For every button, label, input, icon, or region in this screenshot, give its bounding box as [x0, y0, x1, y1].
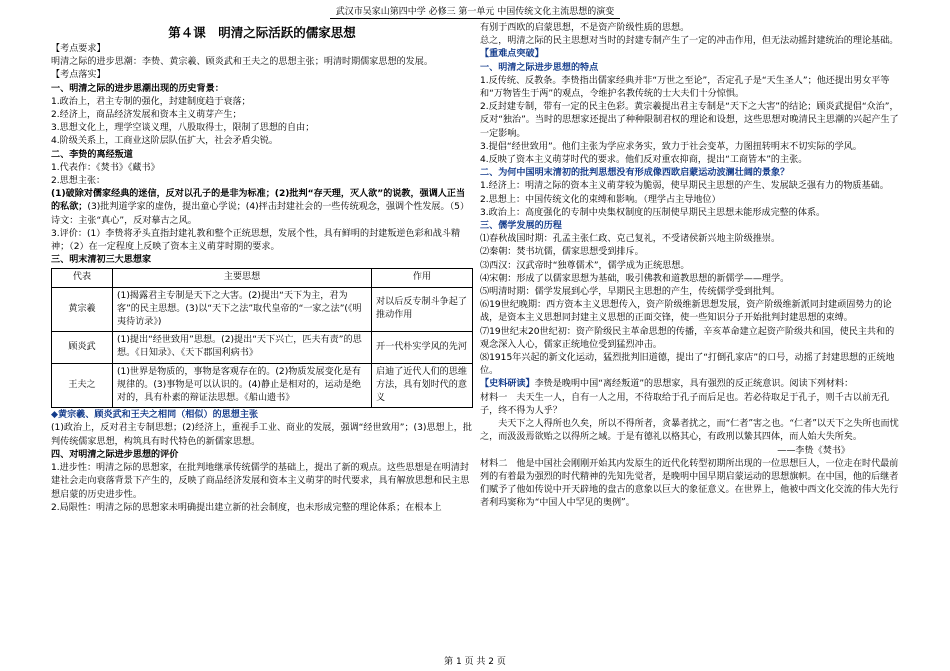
thinkers-table [51, 268, 473, 408]
section-4-limitation: 2.局限性：明清之际的思想家未明确提出建立新的社会制度，也未形成完整的理论体系；在根本上 [51, 502, 442, 513]
section-2-works: 1.代表作：《焚书》《藏书》 [51, 162, 160, 173]
section-4-title: 四、对明清之际进步思想的评价 [51, 449, 179, 460]
table-header-cell: 主要思想 [113, 269, 372, 287]
r-section-2-item: 2.思想上：中国传统文化的束缚和影响。（理学占主导地位） [480, 194, 721, 205]
section-3-title: 三、明末清初三大思想家 [51, 255, 152, 266]
r-section-3-item: ⑴春秋战国时期：孔孟主张仁政、克己复礼，不受诸侯新兴地主阶级推崇。 [480, 234, 781, 245]
table-cell-thought: (1)揭露君主专制是天下之大害。(2)提出“天下为主，君为客”的民主思想。(3)以“天下之法”取代皇帝的“一家之法”(《明夷待访录》) [113, 287, 372, 332]
r-section-1-item: 2.反封建专制，带有一定的民主色彩。黄宗羲提出君主专制是“天下之大害”的结论；顾炎武提倡“众治”，反对“独治”。当时的思想家还提出了种种限制君权的理论和设想，这些思想对晚清民主思潮的兴起产生了一定影响。 [480, 102, 899, 139]
table-header-cell: 作用 [372, 269, 473, 287]
r-section-3-item: ⑷宋朝：形成了以儒家思想为基础，吸引佛教和道教思想的新儒学——理学。 [480, 273, 790, 284]
table-cell-effect: 开一代朴实学风的先河 [372, 332, 473, 363]
table-cell-effect: 对以后反专制斗争起了推动作用 [372, 287, 473, 332]
r-section-3-item: ⑸明清时期：儒学发展到心学，早期民主思想的产生，传统儒学受到批判。 [480, 287, 781, 298]
r-section-2-item: 3.政治上：高度强化的专制中央集权制度的压制使早期民主思想未能形成完整的体系。 [480, 207, 826, 218]
section-2-evaluation: 3.评价：(1）李贽将矛头直指封建礼教和整个正统思想，发展个性，具有鲜明的封建叛逆色彩和战斗精神；（2）在一定程度上反映了资本主义萌芽时期的要求。 [51, 228, 461, 253]
material-2-text: 他是中国社会刚刚开始其内发原生的近代化转型初期所出现的一位思想巨人，一位走在时代最前列的有着最为强烈的时代精神的先知先觉者，是晚明中国早期启蒙运动的思想旗帜。在中国，他的后继者们赋予了他如传说中开天辟地的盘古的意象以巨大的象征意义。在世界上，他被中西文化交流的伟大先行者利玛窦称为“中国人中罕见的奥例”。 [480, 458, 899, 509]
table-header-cell: 代表 [52, 269, 113, 287]
shiliao-intro [480, 378, 900, 391]
section-2-thought-rest: (3)批判道学家的虚伪，提出童心学说；(4)抨击封建社会的一些传统观念，强调个性发展。（5）诗文：主张“真心”，反对摹古之风。 [51, 202, 470, 226]
r-section-2-item: 1.经济上：明清之际的资本主义萌芽较为脆弱，使早期民主思想的产生、发展缺乏强有力的物质基础。 [480, 181, 889, 192]
r-section-1-item: 4.反映了资本主义萌芽时代的要求。他们反对重农抑商，提出“工商皆本”的主张。 [480, 155, 808, 166]
section-1-title: 一、明清之际的进步思潮出现的历史背景： [51, 83, 224, 94]
kaodian-yaoqiu-text: 明清之际的进步思潮：李贽、黄宗羲、顾炎武和王夫之的思想主张；明清时期儒家思想的发展。 [51, 57, 433, 68]
r-section-3-item: ⑶西汉：汉武帝时“独尊儒术”，儒学成为正统思想。 [480, 260, 690, 271]
section-1-item: 4.阶级关系上，工商业这阶层队伍扩大，社会矛盾尖锐。 [51, 136, 278, 147]
r-section-3-item: ⑺19世纪末20世纪初：资产阶级民主革命思想的传播，辛亥革命建立起资产阶级共和国，使民主共和的观念深入人心，儒家正统地位受到猛烈冲击。 [480, 326, 895, 350]
left-column [51, 22, 473, 515]
section-2-title: 二、李贽的离经叛道 [51, 149, 133, 160]
material-2 [480, 458, 900, 511]
section-common-title: ◆黄宗羲、顾炎武和王夫之相同（相似）的思想主张 [51, 410, 259, 421]
table-cell-name: 顾炎武 [52, 332, 113, 363]
r-section-3-item: ⑹19世纪晚期：西方资本主义思想传入，资产阶级维新思想发展，资产阶级维新派同封建顽固势力的论战，是资本主义思想同封建主义思想的正面交锋，使一些知识分子开始批判封建思想的束缚。 [480, 300, 892, 324]
material-1 [480, 392, 900, 418]
material-1-text: 夫天生一人，自有一人之用，不待取给于孔子而后足也。若必待取足于孔子，则千古以前无孔子，终不得为人乎？ [480, 392, 890, 416]
material-1-label: 材料一 [480, 392, 508, 403]
section-2-thought-bold: (1)破除对儒家经典的迷信，反对以孔子的是非为标准；(2)批判“存天理，灭人欲”的说教，强调人正当的私欲； [51, 189, 466, 213]
kaodian-luoshi-label: 【考点落实】 [51, 70, 106, 81]
r-section-1-item: 3.提倡“经世致用”。他们主张为学应求务实，致力于社会变革，力图扭转明末不切实际的学风。 [480, 141, 862, 152]
zhongnan-label: 【重难点突破】 [480, 49, 544, 60]
table-cell-name: 黄宗羲 [52, 287, 113, 332]
section-1-item: 3.思想文化上，理学空谈义理，八股取得士，限制了思想的自由； [51, 123, 315, 134]
r-section-3-title: 三、儒学发展的历程 [480, 221, 562, 232]
table-row [52, 363, 473, 408]
material-1-source: ——李贽《焚书》 [777, 445, 850, 456]
material-1-text-2: 夫天下之人得所也久矣，所以不得所者，贪暴者扰之，而“仁者”害之也。“仁者”以天下之失所也而忧之，而汲汲焉欲贻之以得所之域。于是有德礼以格其心，有政刑以絷其四体，而人始大失所矣。 [480, 419, 899, 443]
table-cell-thought: (1)提出“经世致用”思想。(2)提出“天下兴亡，匹夫有责”的思想。《日知录》、《天下郡国利病书》 [113, 332, 372, 363]
right-column [480, 22, 900, 511]
table-cell-thought: (1)世界是物质的，事物是客观存在的。(2)物质发展变化是有规律的。(3)事物是可以认识的。(4)静止是相对的，运动是绝对的，具有朴素的辩证法思想。《船山遗书》 [113, 363, 372, 408]
r-section-3-item: ⑵秦朝：焚书坑儒，儒家思想受到排斥。 [480, 247, 644, 258]
section-1-item: 2.经济上，商品经济发展和资本主义萌芽产生； [51, 110, 242, 121]
r-section-3-item: ⑻1915年兴起的新文化运动，猛烈批判旧道德，提出了“打倒孔家店”的口号，动摇了封建思想的正统地位。 [480, 353, 895, 377]
page-header: 武汉市吴家山第四中学 必修三 第一单元 中国传统文化主流思想的演变 [0, 4, 950, 17]
page-footer: 第 1 页 共 2 页 [444, 657, 506, 667]
section-2-thought-label: 2.思想主张： [51, 176, 106, 187]
section-common-text: (1)政治上，反对君主专制思想；(2)经济上，重视手工业、商业的发展，强调“经世致用”；(3)思想上，批判传统儒家思想，构筑具有时代特色的新儒家思想。 [51, 423, 472, 447]
section-1-item: 1.政治上，君主专制的强化，封建制度趋于衰落； [51, 96, 251, 107]
section-4-progress: 1.进步性：明清之际的思想家，在批判地继承传统儒学的基础上，提出了新的观点。这些思想是在明清封建社会走向衰落背景下产生的，反映了商品经济发展和资本主义萌芽的时代要求，具有解放思想和民主思想启蒙的历史进步性。 [51, 463, 470, 500]
limitation-continued: 有别于西欧的启蒙思想，不是资产阶级性质的思想。 [480, 23, 690, 33]
table-row [52, 287, 473, 332]
summary-text: 总之，明清之际的民主思想对当时的封建专制产生了一定的冲击作用，但无法动摇封建统治的理论基础。 [480, 36, 899, 47]
table-cell-name: 王夫之 [52, 363, 113, 408]
table-header-row [52, 269, 473, 287]
shiliao-intro-text: 李贽是晚明中国“离经叛道”的思想家，具有强烈的反正统意识。阅读下列材料： [534, 379, 854, 390]
r-section-1-title: 一、明清之际进步思想的特点 [480, 62, 599, 73]
table-row [52, 332, 473, 363]
r-section-1-item: 1.反传统、反教条。李贽指出儒家经典并非“万世之至论”，否定孔子是“天生圣人”；他还提出男女平等和“万物皆生于两”的观点，令维护名教传统的士大夫们十分惊惧。 [480, 75, 890, 100]
material-2-label: 材料二 [480, 458, 508, 469]
lesson-title: 第４课 明清之际活跃的儒家思想 [168, 25, 356, 40]
shiliao-label: 【史料研读】 [480, 379, 535, 390]
kaodian-yaoqiu-label: 【考点要求】 [51, 44, 106, 54]
r-section-2-title: 二、为何中国明末清初的批判思想没有形成像西欧启蒙运动波澜壮阔的景象？ [480, 168, 790, 179]
table-cell-effect: 启迪了近代人们的思维方法，具有划时代的意义 [372, 363, 473, 408]
section-2-thought [51, 188, 473, 228]
